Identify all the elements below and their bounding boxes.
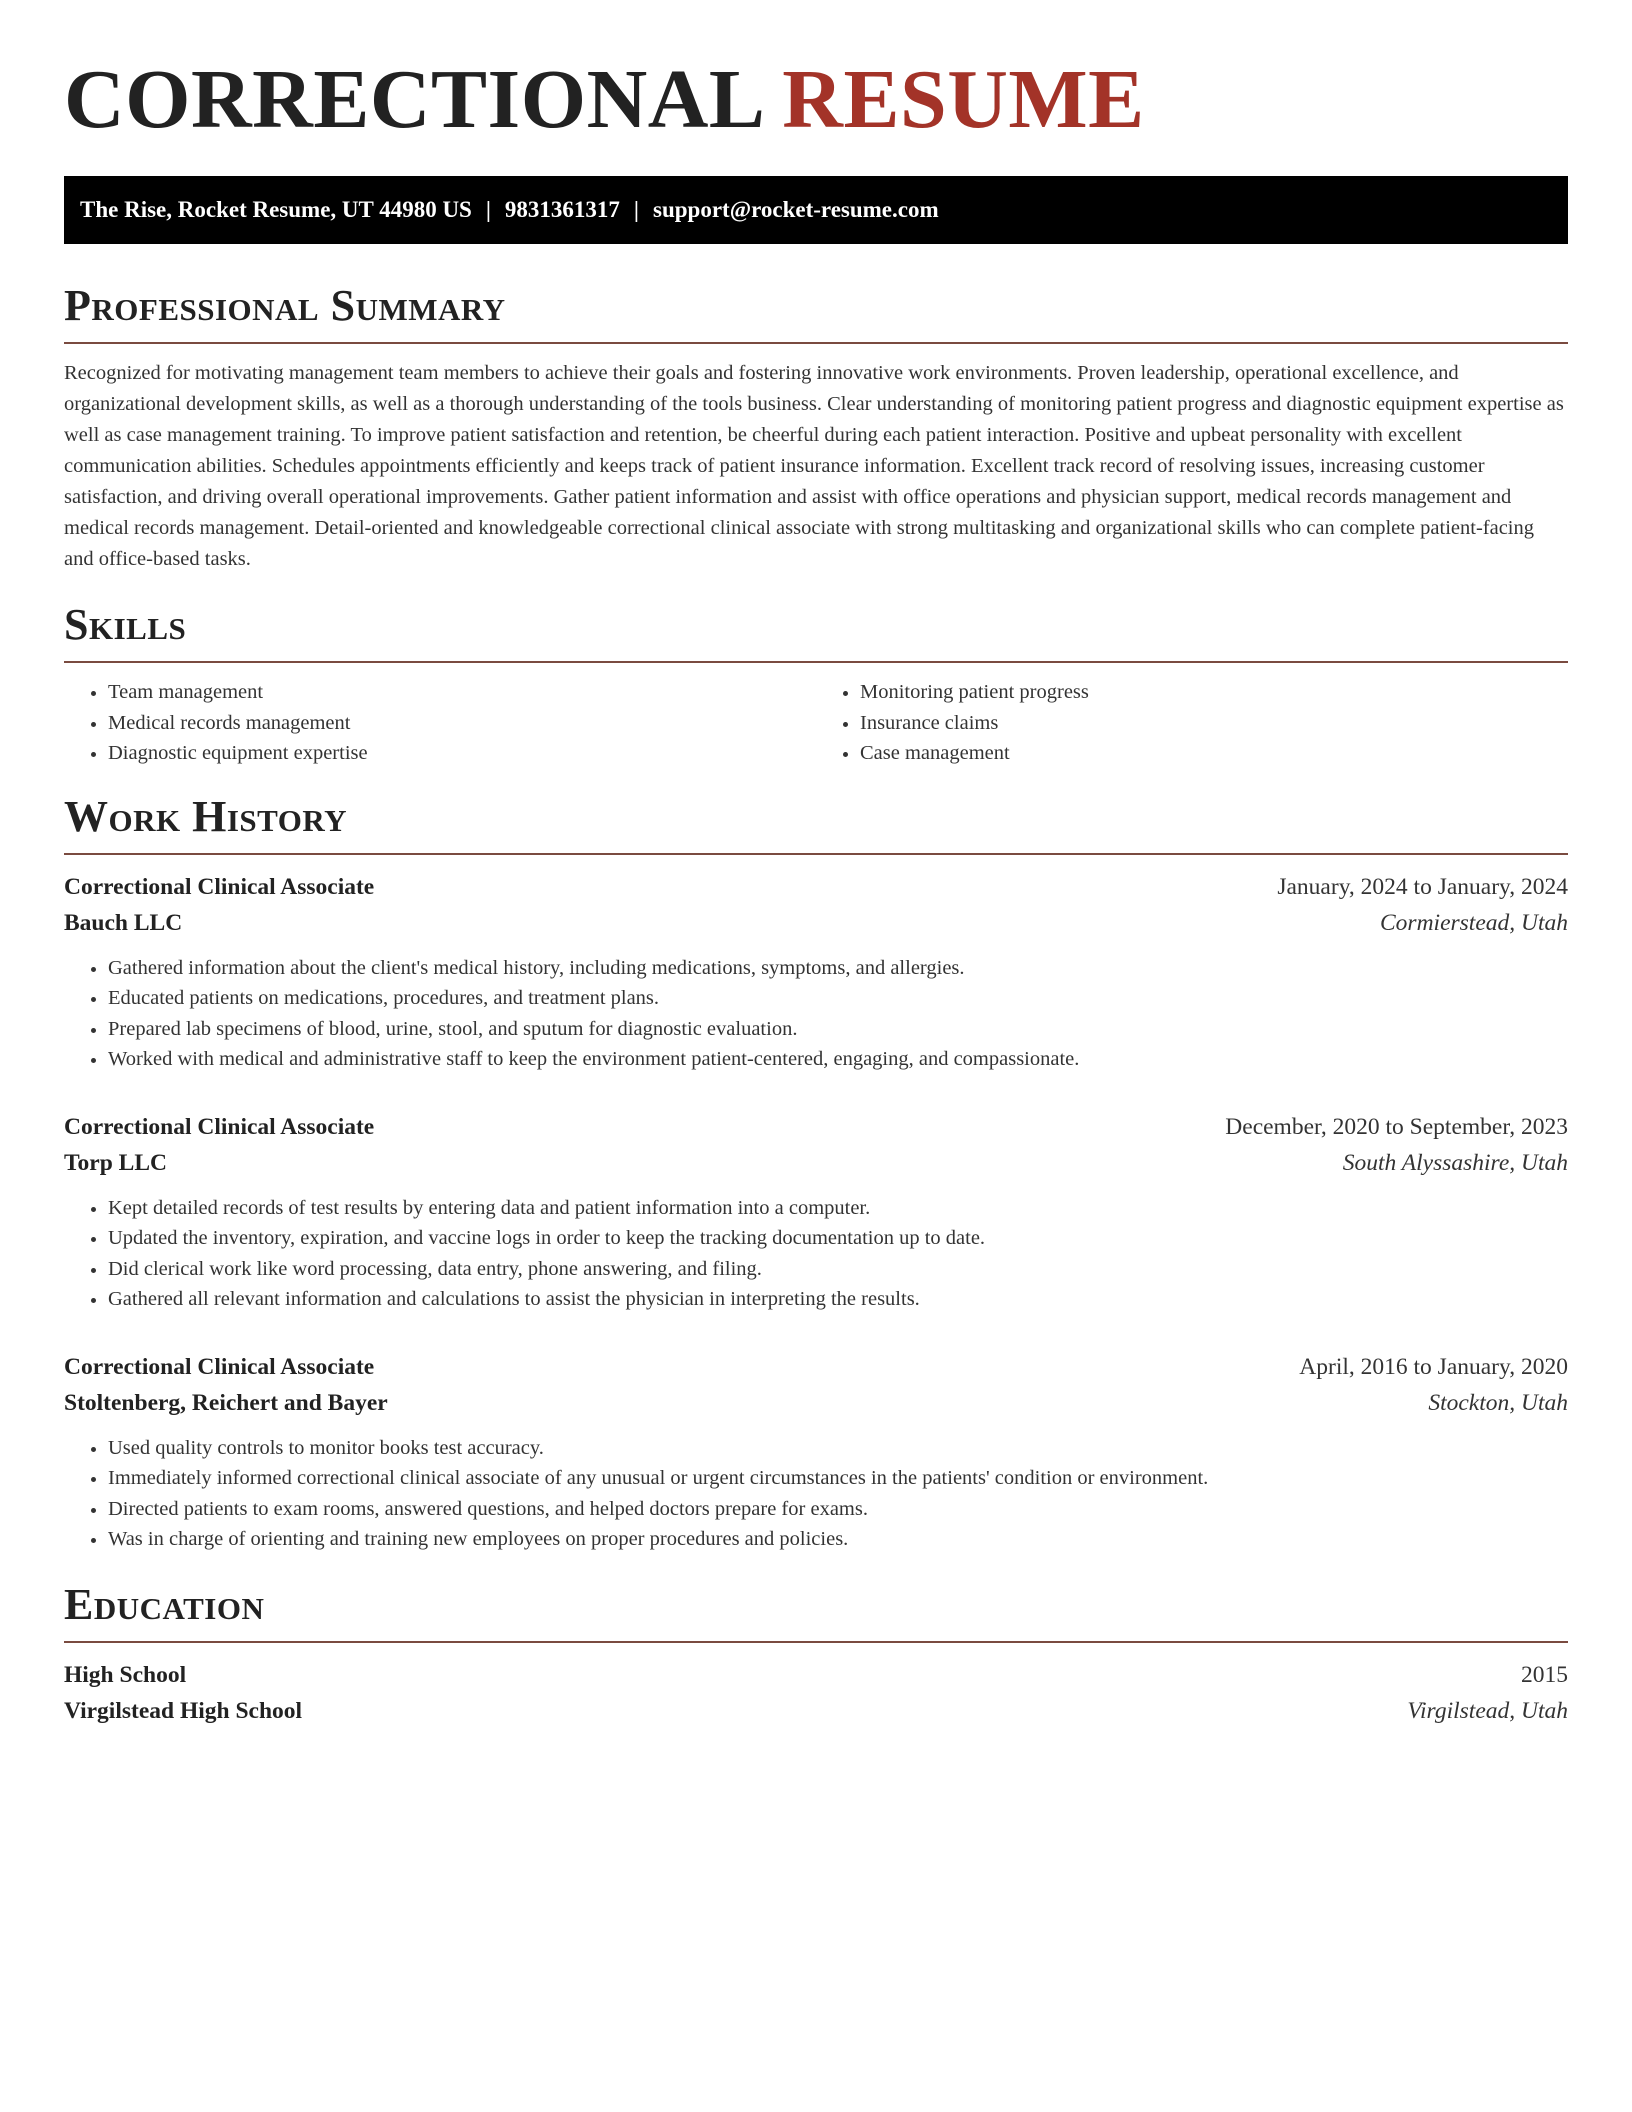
skill-item: • Insurance claims: [860, 708, 1568, 739]
job-bullet: • Used quality controls to monitor books test accuracy.: [108, 1433, 1568, 1464]
job-dates: January, 2024 to January, 2024: [1277, 873, 1568, 900]
job-company-row: [64, 1145, 1568, 1181]
skills-list: [64, 677, 1568, 769]
job-entry: [64, 1109, 1568, 1315]
skills-heading: Skills: [64, 600, 187, 649]
job-header-row: [64, 869, 1568, 905]
job-bullet: • Directed patients to exam rooms, answered questions, and helped doctors prepare for exams.: [108, 1494, 1568, 1525]
education-section: [64, 1579, 1568, 1729]
education-degree: High School: [64, 1661, 187, 1688]
summary-heading: Professional Summary: [64, 281, 506, 330]
job-company: Stoltenberg, Reichert and Bayer: [64, 1389, 388, 1416]
job-header-row: [64, 1349, 1568, 1385]
skill-item: • Monitoring patient progress: [860, 677, 1568, 708]
title-first-word: CORRECTIONAL: [64, 53, 761, 146]
job-entry: [64, 1349, 1568, 1555]
skills-column-left: [64, 677, 816, 769]
contact-separator: |: [485, 197, 491, 222]
job-company-row: [64, 1385, 1568, 1421]
job-company: Bauch LLC: [64, 909, 183, 936]
job-bullet: • Worked with medical and administrative staff to keep the environment patient-centered, engaging, and compassionate.: [108, 1044, 1568, 1075]
job-location: Cormierstead, Utah: [1380, 909, 1568, 936]
section-divider: [64, 1641, 1568, 1643]
education-entry: [64, 1657, 1568, 1729]
job-dates: April, 2016 to January, 2020: [1299, 1353, 1568, 1380]
contact-separator: |: [633, 197, 639, 222]
contact-address: The Rise, Rocket Resume, UT 44980 US: [80, 197, 472, 222]
skills-section: [64, 599, 1568, 769]
job-bullets: [64, 1193, 1568, 1315]
education-heading: Education: [64, 1579, 265, 1629]
education-location: Virgilstead, Utah: [1407, 1697, 1568, 1724]
job-bullet: • Kept detailed records of test results by entering data and patient information into a computer.: [108, 1193, 1568, 1224]
job-bullet: • Updated the inventory, expiration, and vaccine logs in order to keep the tracking documentation up to date.: [108, 1223, 1568, 1254]
resume-title: [64, 0, 1568, 144]
section-divider: [64, 853, 1568, 855]
work-history-section: [64, 791, 1568, 1555]
job-company: Torp LLC: [64, 1149, 167, 1176]
job-bullet: • Prepared lab specimens of blood, urine, stool, and sputum for diagnostic evaluation.: [108, 1014, 1568, 1045]
job-bullets: [64, 1433, 1568, 1555]
skills-column-right: [816, 677, 1568, 769]
skill-item: • Team management: [108, 677, 816, 708]
skill-item: • Case management: [860, 738, 1568, 769]
job-bullet: • Gathered information about the client's medical history, including medications, symptoms, and allergies.: [108, 953, 1568, 984]
skill-item: • Medical records management: [108, 708, 816, 739]
education-school-row: [64, 1693, 1568, 1729]
job-bullet: • Gathered all relevant information and calculations to assist the physician in interpreting the results.: [108, 1284, 1568, 1315]
title-second-word: RESUME: [782, 53, 1145, 146]
job-bullet: • Did clerical work like word processing, data entry, phone answering, and filing.: [108, 1254, 1568, 1285]
job-company-row: [64, 905, 1568, 941]
section-divider: [64, 661, 1568, 663]
work-history-heading: Work History: [64, 791, 348, 841]
summary-text: Recognized for motivating management team members to achieve their goals and fostering innovative work environments. Proven leadership, operational excellence, and organizational development skills, as well as a thorough understanding of the tools business. Clear understanding of monitoring patient progress and diagnostic equipment expertise as well as case management training. To improve patient satisfaction and retention, be cheerful during each patient interaction. Positive and upbeat personality with excellent communication abilities. Schedules appointments efficiently and keeps track of patient insurance information. Excellent track record of resolving issues, increasing customer satisfaction, and driving overall operational improvements. Gather patient information and assist with office operations and physician support, medical records management and medical records management. Detail-oriented and knowledgeable correctional clinical associate with strong multitasking and organizational skills who can complete patient-facing and office-based tasks.: [64, 362, 1564, 570]
job-bullet: • Educated patients on medications, procedures, and treatment plans.: [108, 983, 1568, 1014]
job-entry: [64, 869, 1568, 1075]
job-bullets: [64, 953, 1568, 1075]
contact-phone: 9831361317: [504, 197, 620, 222]
skill-item: • Diagnostic equipment expertise: [108, 738, 816, 769]
job-title: Correctional Clinical Associate: [64, 873, 375, 900]
contact-bar: [64, 176, 1568, 244]
section-divider: [64, 342, 1568, 344]
education-degree-row: [64, 1657, 1568, 1693]
job-bullet: • Was in charge of orienting and training new employees on proper procedures and policies.: [108, 1524, 1568, 1555]
education-year: 2015: [1521, 1661, 1568, 1688]
education-school: Virgilstead High School: [64, 1697, 303, 1724]
job-title: Correctional Clinical Associate: [64, 1113, 375, 1140]
job-header-row: [64, 1109, 1568, 1145]
job-location: South Alyssashire, Utah: [1342, 1149, 1568, 1176]
job-dates: December, 2020 to September, 2023: [1225, 1113, 1568, 1140]
summary-section: [64, 280, 1568, 575]
contact-email: support@rocket-resume.com: [653, 197, 939, 222]
job-location: Stockton, Utah: [1428, 1389, 1568, 1416]
job-title: Correctional Clinical Associate: [64, 1353, 375, 1380]
job-bullet: • Immediately informed correctional clinical associate of any unusual or urgent circumstances in the patients' condition or environment.: [108, 1463, 1568, 1494]
